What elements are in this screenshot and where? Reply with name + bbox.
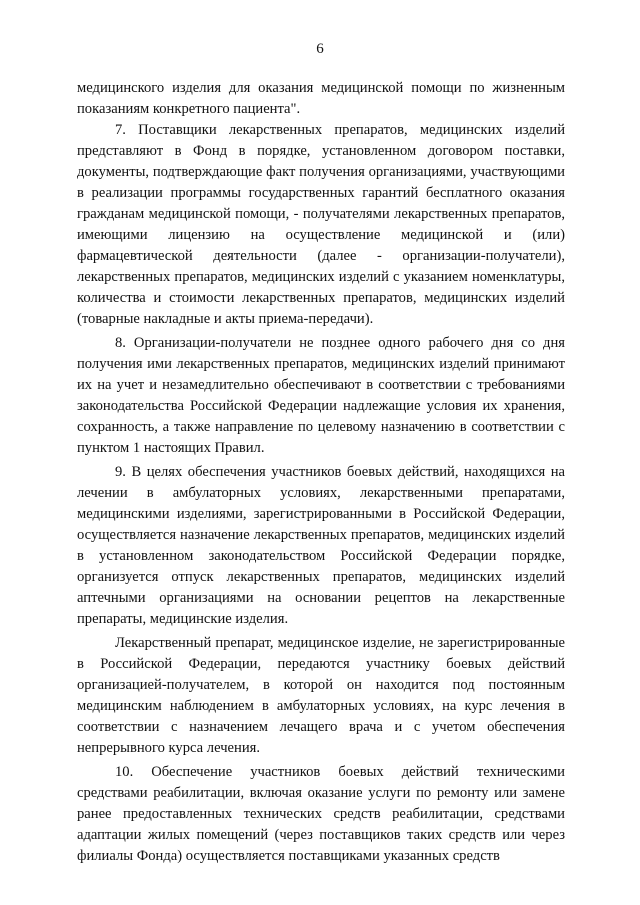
paragraph-item-9: 9. В целях обеспечения участников боевых действий, находящихся на лечении в амбулаторных условиях, лекарственными препаратами, медицинскими изделиями, зарегистрированными в Российской Федерации, осуществляется назначение лекарственных препаратов, медицинских изделий в установленном законодательством Российской Федерации порядке, организуется отпуск лекарственных препаратов, медицинских изделий аптечными организациями на основании рецептов на лекарственные препараты, медицинские изделия. <box>77 464 565 627</box>
paragraph-item-7: 7. Поставщики лекарственных препаратов, медицинских изделий представляют в Фонд в порядке, установленном договором поставки, документы, подтверждающие факт получения организациями, участвующими в реализации программы государственных гарантий бесплатного оказания гражданам медицинской помощи, - получателями лекарственных препаратов, имеющими лицензию на осуществление медицинской и (или) фармацевтической деятельности (далее - организации-получатели), лекарственных препаратов, медицинских изделий с указанием номенклатуры, количества и стоимости лекарственных препаратов, медицинских изделий (товарные накладные и акты приема-передачи). <box>77 122 565 327</box>
paragraph-item-10: 10. Обеспечение участников боевых действий техническими средствами реабилитации, включая оказание услуги по ремонту или замене ранее предоставленных технических средств реабилитации, средствами адаптации жилых помещений (через поставщиков таких средств или через филиалы Фонда) осуществляется поставщиками указанных средств <box>77 764 565 864</box>
page-number: 6 <box>316 41 324 57</box>
document-body <box>77 78 565 867</box>
paragraph-item-8: 8. Организации-получатели не позднее одного рабочего дня со дня получения ими лекарственных препаратов, медицинских изделий принимают их на учет и незамедлительно обеспечивают в соответствии с требованиями законодательства Российской Федерации надлежащие условия их хранения, сохранность, а также направление по целевому назначению в соответствии с пунктом 1 настоящих Правил. <box>77 335 565 456</box>
paragraph-continuation: медицинского изделия для оказания медицинской помощи по жизненным показаниям конкретного пациента". <box>77 80 565 117</box>
paragraph-unregistered-drugs: Лекарственный препарат, медицинское изделие, не зарегистрированные в Российской Федерации, передаются участнику боевых действий организацией-получателем, в которой он находится под постоянным медицинским наблюдением в амбулаторных условиях, на курс лечения в соответствии с назначением лечащего врача и с учетом обеспечения непрерывного курса лечения. <box>77 635 565 756</box>
